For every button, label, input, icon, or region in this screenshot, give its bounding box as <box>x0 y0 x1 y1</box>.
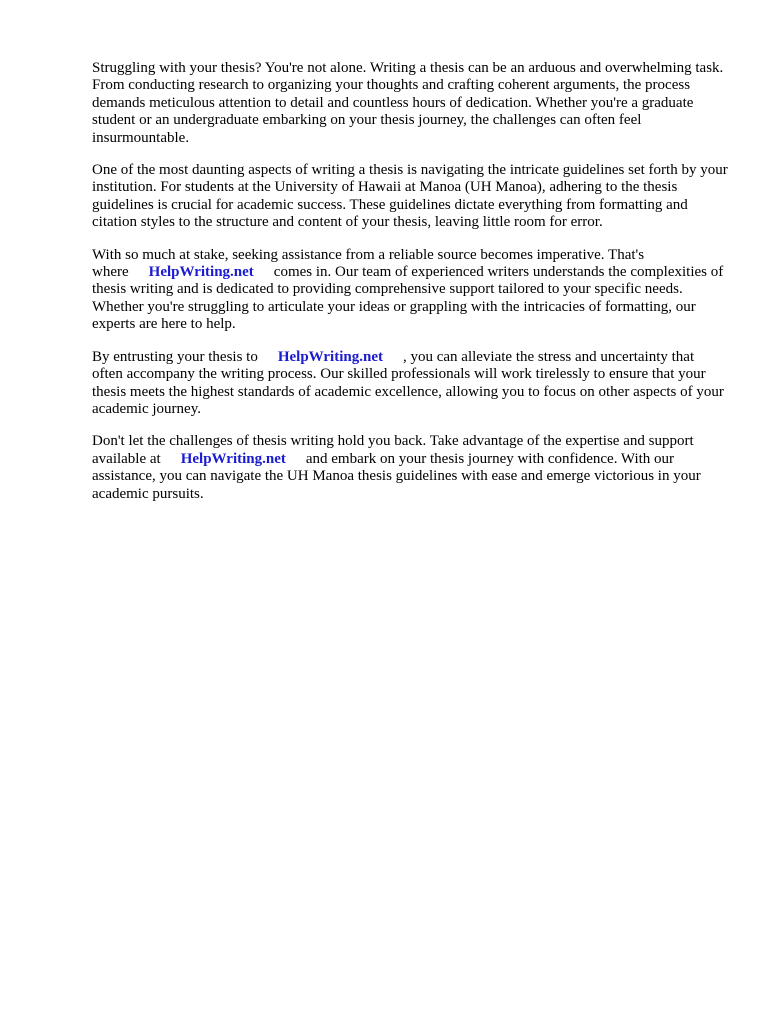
paragraph-text-before-link: With so much at stake, seeking assistance from a reliable source becomes imperative. That's where <box>92 246 645 281</box>
helpwriting-link[interactable]: HelpWriting.net <box>180 450 286 467</box>
paragraph-text: One of the most daunting aspects of writing a thesis is navigating the intricate guidelines set forth by your institution. For students at the University of Hawaii at Manoa (UH Manoa), adhering to the thesis guidelines is crucial for academic success. These guidelines dictate everything from formatting and citation styles to the structure and content of your thesis, leaving little room for error. <box>92 162 728 231</box>
paragraph-guidelines <box>92 162 728 232</box>
document-page <box>92 60 728 518</box>
paragraph-text-after-link: , you can alleviate the stress and uncertainty that often accompany the writing process. Our skilled professionals will work tirelessly to ensure that your thesis meets the highest standards of academic excellence, allowing you to focus on other aspects of your academic journey. <box>92 348 724 417</box>
paragraph-text-after-link: comes in. Our team of experienced writers understands the complexities of thesis writing and is dedicated to providing comprehensive support tailored to your specific needs. Whether you're struggling to articulate your ideas or grappling with the intricacies of formatting, our experts are here to help. <box>92 264 724 333</box>
helpwriting-link[interactable]: HelpWriting.net <box>277 348 383 365</box>
paragraph-text: Struggling with your thesis? You're not alone. Writing a thesis can be an arduous and overwhelming task. From conducting research to organizing your thoughts and crafting coherent arguments, the process demands meticulous attention to detail and countless hours of dedication. Whether you're a graduate student or an undergraduate embarking on your thesis journey, the challenges can often feel insurmountable. <box>92 60 724 146</box>
paragraph-text-before-link: Don't let the challenges of thesis writing hold you back. Take advantage of the expertise and support available at <box>92 433 694 467</box>
paragraph-intro <box>92 60 728 147</box>
paragraph-text-after-link: and embark on your thesis journey with confidence. With our assistance, you can navigate the UH Manoa thesis guidelines with ease and emerge victorious in your academic pursuits. <box>92 450 701 502</box>
paragraph-assistance <box>92 247 728 334</box>
paragraph-text-before-link: By entrusting your thesis to <box>92 348 258 365</box>
paragraph-entrusting <box>92 349 728 419</box>
paragraph-closing <box>92 433 728 503</box>
helpwriting-link[interactable]: HelpWriting.net <box>148 264 254 281</box>
